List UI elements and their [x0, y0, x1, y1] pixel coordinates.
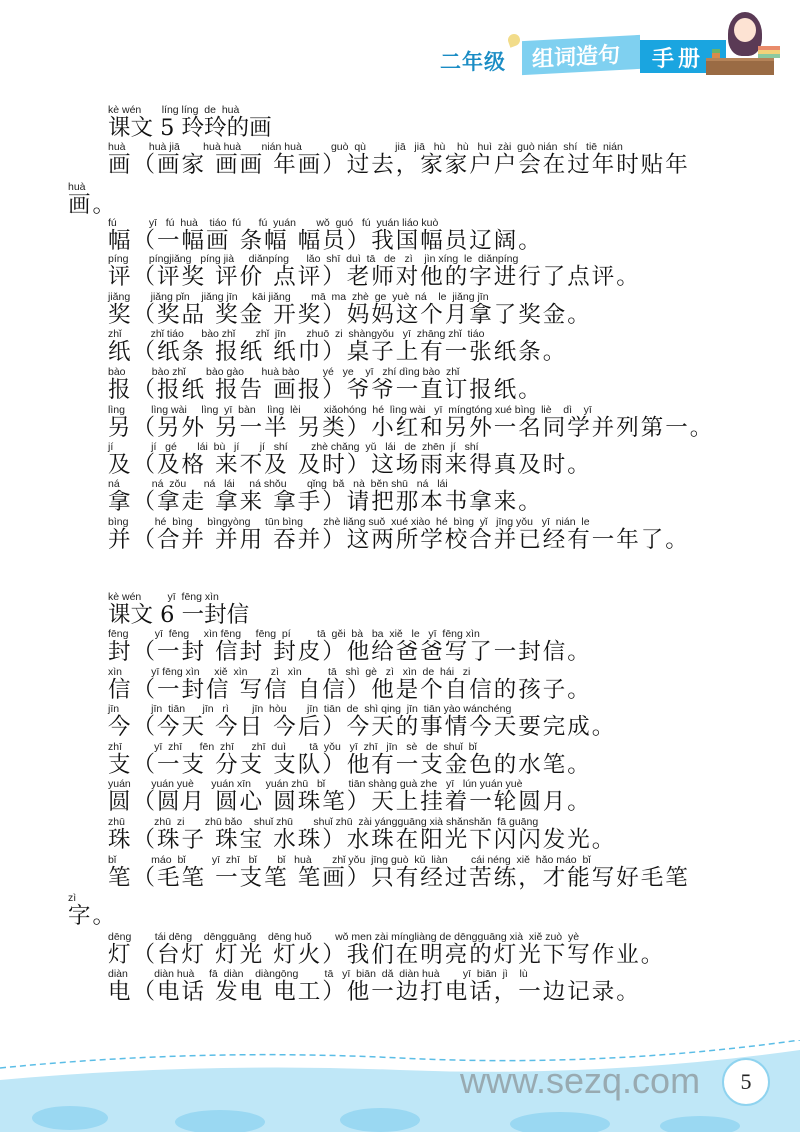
pinyin: bào bào zhǐ bào gào huà bào yé ye yī zhí dìng bào zhǐ	[108, 366, 460, 378]
hanzi-text: 及（及格 来不及 及时）这场雨来得真及时。	[108, 452, 592, 478]
hanzi-text: 珠（珠子 珠宝 水珠）水珠在阳光下闪闪发光。	[108, 827, 617, 853]
watermark: www.sezq.com	[460, 1060, 701, 1101]
pinyin: jiǎng jiǎng pǐn jiǎng jīn kāi jiǎng mā ma zhè ge yuè ná le jiǎng jīn	[108, 291, 489, 303]
hanzi-text: 字。	[68, 903, 118, 929]
hanzi-text: 并（合并 并用 吞并）这两所学校合并已经有一年了。	[108, 527, 690, 553]
hanzi-text: 奖（奖品 奖金 开奖）妈妈这个月拿了奖金。	[108, 302, 592, 328]
vocabulary-entry	[108, 666, 592, 702]
pinyin: jīn jīn tiān jīn rì jīn hòu jīn tiān de shì qing jīn tiān yào wánchéng	[108, 703, 512, 715]
lesson-title	[108, 104, 272, 140]
vocabulary-entry	[108, 478, 543, 514]
hanzi-text: 电（电话 发电 电工）他一边打电话，一边记录。	[108, 979, 641, 1005]
lesson-title-text: 课文 6 一封信	[108, 602, 250, 628]
vocabulary-entry	[108, 931, 665, 967]
lesson-title-text: 课文 5 玲玲的画	[108, 115, 272, 141]
vocabulary-entry	[108, 404, 714, 440]
pinyin: ná ná zǒu ná lái ná shǒu qǐng bǎ nà běn shū ná lái	[108, 478, 448, 490]
vocabulary-entry	[108, 217, 543, 253]
vocabulary-entry	[108, 854, 690, 890]
hanzi-text: 评（评奖 评价 点评）老师对他的字进行了点评。	[108, 264, 641, 290]
pinyin: kè wén líng líng de huà	[108, 104, 240, 116]
girl-face-illustration	[734, 18, 756, 42]
butterfly-icon	[506, 32, 521, 47]
pinyin: bǐ máo bǐ yī zhī bǐ bǐ huà zhǐ yǒu jīng guò kǔ liàn cái néng xiě hǎo máo bǐ	[108, 854, 591, 866]
vocabulary-entry	[108, 968, 641, 1004]
entry-continuation	[68, 892, 117, 928]
pinyin: dēng tái dēng dēngguāng dēng huǒ wǒ men zài míngliàng de dēngguāng xià xiě zuò yè	[108, 931, 580, 943]
pinyin: bìng hé bìng bìngyòng tūn bìng zhè liǎng suǒ xué xiào hé bìng yǐ jīng yǒu yī nián le	[108, 516, 590, 528]
lesson-title	[108, 591, 249, 627]
pinyin: xìn yī fēng xìn xiě xìn zì xìn tā shì gè zì xìn de hái zi	[108, 666, 471, 678]
pinyin: zì	[68, 892, 77, 904]
vocabulary-entry	[108, 628, 592, 664]
pinyin: zhū zhū zi zhū bǎo shuǐ zhū shuǐ zhū zài yángguāng xià shǎnshǎn fā guāng	[108, 816, 539, 828]
title-ribbon	[522, 35, 640, 75]
pinyin: huà	[68, 181, 86, 193]
pinyin: yuán yuán yuè yuán xīn yuán zhū bǐ tiān shàng guà zhe yī lún yuán yuè	[108, 778, 523, 790]
vocabulary-entry	[108, 741, 592, 777]
hanzi-text: 支（一支 分支 支队）他有一支金色的水笔。	[108, 752, 592, 778]
vocabulary-entry	[108, 141, 690, 177]
hanzi-text: 幅（一幅画 条幅 幅员）我国幅员辽阔。	[108, 228, 543, 254]
hanzi-text: 报（报纸 报告 画报）爷爷一直订报纸。	[108, 377, 543, 403]
book-subtitle: 手册	[652, 47, 705, 72]
pinyin: huà huà jiā huà huà nián huà guò qù jiā jiā hù hù huì zài guò nián shí tiē nián	[108, 141, 623, 153]
pinyin: zhī yī zhī fēn zhī zhī duì tā yǒu yī zhī jīn sè de shuǐ bǐ	[108, 741, 477, 753]
hanzi-text: 纸（纸条 报纸 纸巾）桌子上有一张纸条。	[108, 339, 568, 365]
vocabulary-entry	[108, 816, 616, 852]
grade-label: 二年级	[440, 50, 506, 74]
pinyin: fēng yī fēng xìn fēng fēng pí tā gěi bà ba xiě le yī fēng xìn	[108, 628, 480, 640]
hanzi-text: 圆（圆月 圆心 圆珠笔）天上挂着一轮圆月。	[108, 789, 592, 815]
hanzi-text: 今（今天 今日 今后）今天的事情今天要完成。	[108, 714, 617, 740]
hanzi-text: 拿（拿走 拿来 拿手）请把那本书拿来。	[108, 489, 543, 515]
vocabulary-entry	[108, 253, 641, 289]
vocabulary-entry	[108, 516, 690, 552]
books-icon	[758, 46, 780, 58]
page-number: 5	[722, 1058, 770, 1106]
pinyin: diàn diàn huà fā diàn diàngōng tā yī biān dǎ diàn huà yī biān jì lù	[108, 968, 528, 980]
hanzi-text: 信（一封信 写信 自信）他是个自信的孩子。	[108, 677, 592, 703]
entry-continuation	[68, 181, 117, 217]
desk-illustration	[706, 58, 774, 75]
vocabulary-entry	[108, 291, 592, 327]
vocabulary-entry	[108, 778, 592, 814]
pinyin: kè wén yī fēng xìn	[108, 591, 219, 603]
hanzi-text: 灯（台灯 灯光 灯火）我们在明亮的灯光下写作业。	[108, 942, 666, 968]
hanzi-text: 封（一封 信封 封皮）他给爸爸写了一封信。	[108, 639, 592, 665]
vocabulary-entry	[108, 441, 592, 477]
pinyin: jí jí gé lái bù jí jí shí zhè chǎng yǔ lái de zhēn jí shí	[108, 441, 479, 453]
vocabulary-entry	[108, 366, 543, 402]
pinyin: zhǐ zhǐ tiáo bào zhǐ zhǐ jīn zhuō zi shàngyǒu yī zhāng zhǐ tiáo	[108, 328, 485, 340]
pinyin: fú yī fú huà tiáo fú fú yuán wǒ guó fú yuán liáo kuò	[108, 217, 439, 229]
hanzi-text: 画（画家 画画 年画）过去，家家户户会在过年时贴年	[108, 152, 690, 178]
vocabulary-entry	[108, 328, 567, 364]
vocabulary-entry	[108, 703, 616, 739]
pinyin: píng píngjiǎng píng jià diǎnpíng lǎo shī duì tā de zì jìn xíng le diǎnpíng	[108, 253, 519, 265]
hanzi-text: 画。	[68, 192, 118, 218]
book-title: 组词造句	[532, 42, 621, 73]
hanzi-text: 笔（毛笔 一支笔 笔画）只有经过苦练，才能写好毛笔	[108, 865, 690, 891]
pinyin: lìng lìng wài lìng yī bàn lìng lèi xiǎohóng hé lìng wài yī míngtóng xué bìng liè dì yī	[108, 404, 592, 416]
hanzi-text: 另（另外 另一半 另类）小红和另外一名同学并列第一。	[108, 415, 715, 441]
